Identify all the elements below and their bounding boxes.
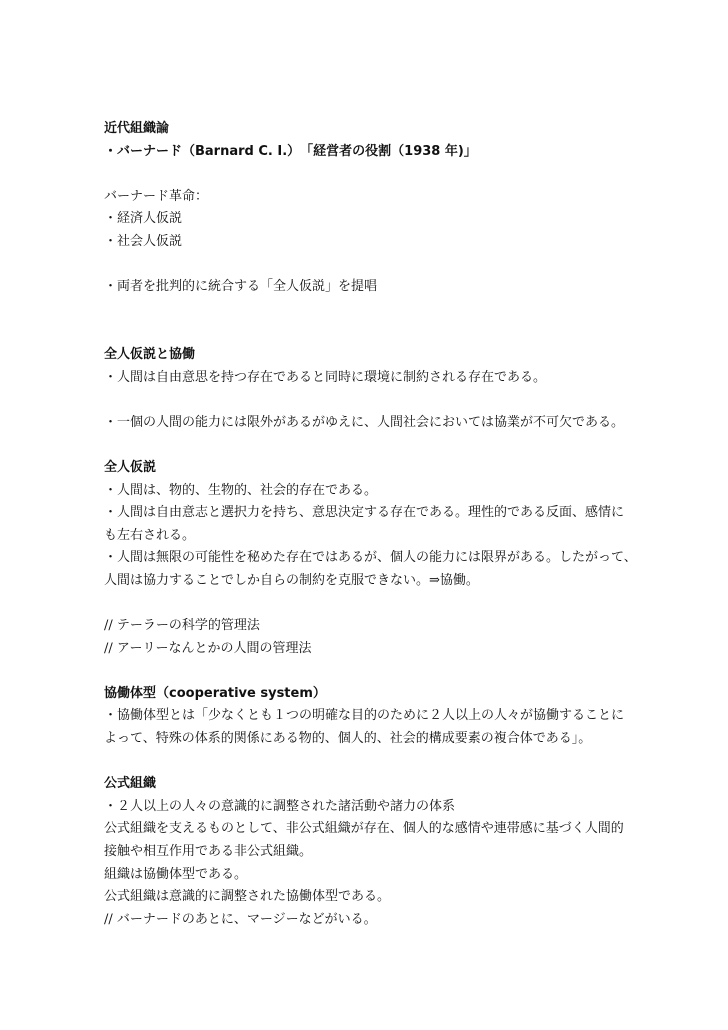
- text-line: 公式組織は意識的に調整された協働体型である。: [104, 889, 391, 905]
- text-line: // テーラーの科学的管理法: [104, 618, 260, 634]
- section-heading: ・バーナード（Barnard C. I.） 「経営者の役割（1938 年)」: [104, 143, 477, 159]
- blank-line: [104, 434, 644, 457]
- text-line: 接触や相互作用である非公式組織。: [104, 844, 313, 859]
- blank-line: [104, 299, 644, 322]
- section-heading: 公式組織: [104, 776, 157, 792]
- text-line: ・人間は無限の可能性を秘めた存在ではあるが、個人の能力には限界がある。したがって、: [104, 550, 637, 566]
- text-line: も左右される。: [104, 527, 196, 543]
- document-body: [104, 118, 644, 931]
- text-line: ・人間は自由意思を持つ存在であると同時に環境に制約される存在である。: [104, 369, 547, 385]
- section-heading: 協働体型（cooperative system）: [104, 685, 326, 701]
- section-heading: 全人仮説: [104, 459, 157, 475]
- text-line: ・一個の人間の能力には限外があるがゆえに、人間社会においては協業が不可欠である。: [104, 414, 625, 430]
- text-line: ・２人以上の人々の意識的に調整された諸活動や諸力の体系: [104, 798, 456, 814]
- blank-line: [104, 389, 644, 412]
- text-line: ・人間は自由意志と選択力を持ち、意思決定する存在である。理性的である反面、感情に: [104, 505, 625, 521]
- text-line: ・協働体型とは「少なくとも１つの明確な目的のために２人以上の人々が協働することに: [104, 708, 625, 724]
- text-line: // アーリーなんとかの人間の管理法: [104, 640, 312, 656]
- text-line: ・経済人仮説: [104, 211, 183, 227]
- blank-line: [104, 592, 644, 615]
- blank-line: [104, 660, 644, 683]
- section-heading: 全人仮説と協働: [104, 346, 196, 362]
- blank-line: [104, 321, 644, 344]
- text-line: ・両者を批判的に統合する「全人仮説」を提唱: [104, 279, 378, 295]
- blank-line: [104, 254, 644, 277]
- blank-line: [104, 163, 644, 186]
- text-line: 公式組織を支えるものとして、非公式組織が存在、個人的な感情や連帯感に基づく人間的: [104, 821, 624, 837]
- text-line: // バーナードのあとに、マージーなどがいる。: [104, 911, 377, 927]
- text-line: よって、特殊の体系的関係にある物的、個人的、社会的構成要素の複合体である」。: [104, 731, 592, 747]
- text-line: ・人間は、物的、生物的、社会的存在である。: [104, 482, 378, 498]
- text-line: 組織は協働体型である。: [104, 866, 248, 882]
- text-line: 人間は協力することでしか自らの制約を克服できない。⇒協働。: [104, 572, 479, 588]
- text-line: バーナード革命：: [104, 188, 209, 204]
- section-heading: 近代組織論: [104, 121, 170, 136]
- blank-line: [104, 751, 644, 774]
- text-line: ・社会人仮説: [104, 233, 183, 249]
